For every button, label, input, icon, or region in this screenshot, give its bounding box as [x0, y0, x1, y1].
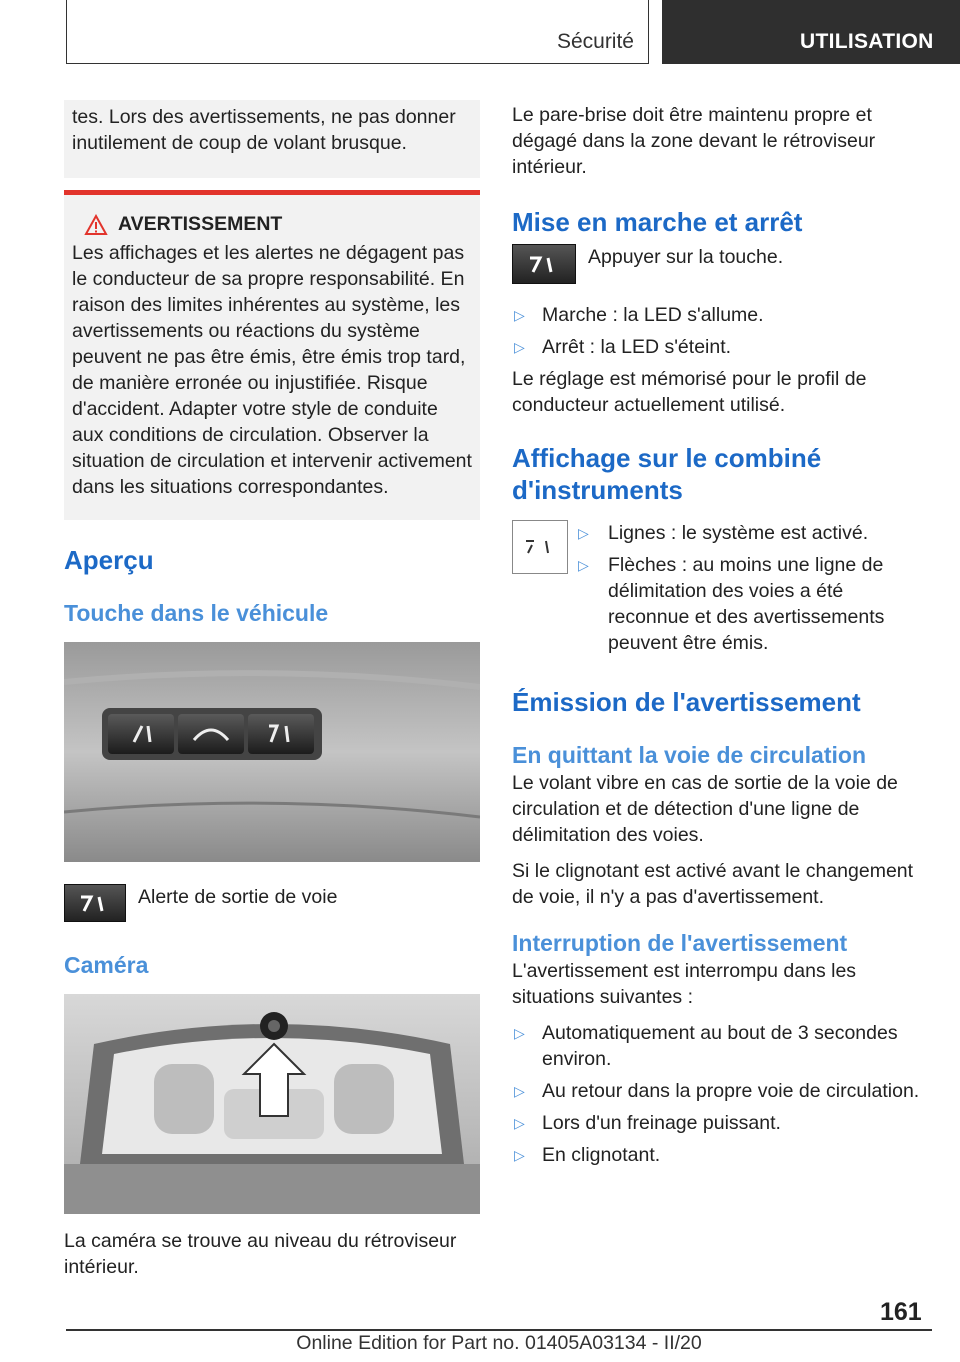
warning-text: Les affichages et les alertes ne dégagent pas le conducteur de sa propre responsabilité. En raison des limites inhérentes au système, les avertissements ou réactions du système peuvent ne pas être émis, être émis trop tard, de manière erronée ou injustifiée. Risque d'accident. Adapter votre style de conduite aux conditions de circulation. Observer la situation de circulation et intervenir activement dans les situations correspondantes.	[72, 242, 472, 498]
header-section-label: Sécurité	[556, 30, 634, 53]
display-row	[512, 520, 922, 662]
header-chapter-label: UTILISATION	[800, 30, 934, 53]
header-section-tab	[66, 0, 649, 64]
list-item: ▷ Marche : la LED s'allume.	[514, 304, 764, 326]
warning-triangle-icon	[84, 214, 108, 236]
display-list	[576, 520, 922, 662]
display-heading: Affichage sur le combiné d'instruments	[512, 443, 822, 505]
footer-divider	[66, 1329, 932, 1331]
header-chapter-tab	[662, 0, 960, 64]
button-caption-row	[64, 884, 480, 922]
list-item: ▷ Flèches : au moins une ligne de délimitation des voies a été reconnue et des avertissements peuvent être émis.	[578, 554, 885, 654]
bullet-triangle-icon: ▷	[514, 1147, 525, 1163]
lane-departure-button-icon	[64, 884, 126, 922]
button-panel-photo	[64, 642, 480, 862]
bullet-triangle-icon: ▷	[514, 307, 525, 323]
list-item: ▷ En clignotant.	[514, 1144, 661, 1166]
button-caption: Alerte de sortie de voie	[138, 886, 338, 908]
leaving-heading: En quittant la voie de circulation	[512, 742, 866, 768]
warning-title-row	[84, 213, 472, 236]
footer-edition: Online Edition for Part no. 01405A03134 - II/20	[296, 1332, 702, 1354]
onoff-heading: Mise en marche et arrêt	[512, 207, 803, 237]
interrupt-heading: Interruption de l'avertissement	[512, 930, 848, 956]
leaving-paragraph-2: Si le clignotant est activé avant le changement de voie, il n'y a pas d'avertissement.	[512, 860, 914, 908]
warning-title: AVERTISSEMENT	[118, 213, 283, 235]
leaving-paragraph-1: Le volant vibre en cas de sortie de la voie de circulation et de détection d'une ligne de délimitation des voies.	[512, 772, 898, 846]
memorized-text: Le réglage est mémorisé pour le profil de conducteur actuellement utilisé.	[512, 368, 867, 416]
camera-caption: La caméra se trouve au niveau du rétroviseur intérieur.	[64, 1230, 457, 1278]
list-item: ▷ Automatiquement au bout de 3 secondes environ.	[514, 1022, 898, 1070]
page-number: 161	[880, 1298, 922, 1326]
right-intro: Le pare-brise doit être maintenu propre et dégagé dans la zone devant le rétroviseur intérieur.	[512, 104, 876, 178]
bullet-triangle-icon: ▷	[578, 525, 589, 541]
list-item: ▷ Lors d'un freinage puissant.	[514, 1112, 781, 1134]
lane-lines-display-icon	[512, 520, 568, 574]
list-item: ▷ Lignes : le système est activé.	[578, 522, 869, 544]
emission-heading: Émission de l'avertissement	[512, 687, 861, 717]
button-heading: Touche dans le véhicule	[64, 600, 329, 626]
left-column	[64, 100, 480, 1290]
bullet-triangle-icon: ▷	[578, 557, 589, 573]
interrupt-list	[512, 1020, 922, 1168]
press-button-text: Appuyer sur la touche.	[588, 246, 784, 268]
overview-heading: Aperçu	[64, 545, 154, 575]
camera-heading: Caméra	[64, 952, 149, 978]
onoff-list	[512, 302, 922, 360]
camera-photo	[64, 994, 480, 1214]
list-item: ▷ Au retour dans la propre voie de circulation.	[514, 1080, 920, 1102]
warning-box	[64, 190, 480, 520]
right-column	[512, 100, 922, 1174]
press-button-row	[512, 244, 922, 284]
interrupt-intro: L'avertissement est interrompu dans les situations suivantes :	[512, 960, 857, 1008]
bullet-triangle-icon: ▷	[514, 1115, 525, 1131]
intro-box	[64, 100, 480, 178]
intro-text: tes. Lors des avertissements, ne pas donner inutilement de coup de volant brusque.	[72, 106, 456, 154]
bullet-triangle-icon: ▷	[514, 1025, 525, 1041]
bullet-triangle-icon: ▷	[514, 1083, 525, 1099]
lane-departure-button-icon	[512, 244, 576, 284]
bullet-triangle-icon: ▷	[514, 339, 525, 355]
list-item: ▷ Arrêt : la LED s'éteint.	[514, 336, 732, 358]
